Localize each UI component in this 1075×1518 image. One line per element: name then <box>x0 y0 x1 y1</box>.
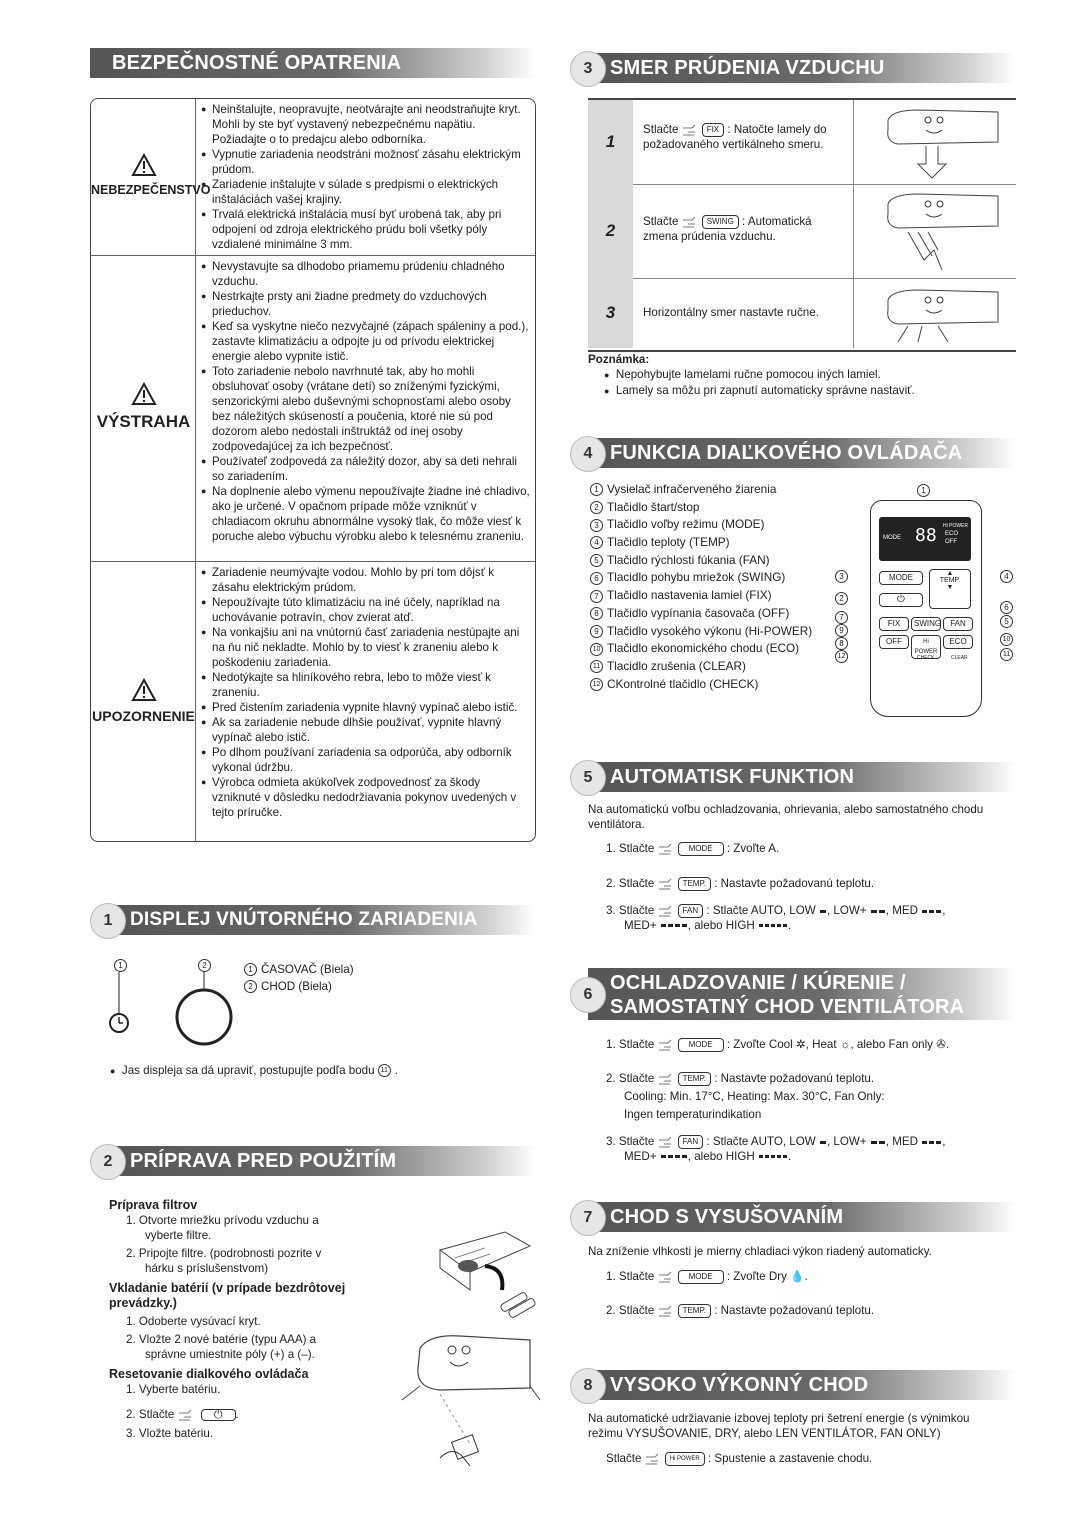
press-hand-icon <box>682 215 702 229</box>
vertical-airflow-illustration <box>878 106 1008 180</box>
swing-airflow-illustration <box>878 190 1008 274</box>
text-label: 6 <box>590 572 603 585</box>
text-label: hárku s príslušenstvom) <box>145 1262 269 1275</box>
list-item: ● Trvalá elektrická inštalácia musí byť urobená tak, aby pri odpojení od zdroja elektrického prúdu boli všetky póly vzdialené minimálne 3 mm. <box>201 207 531 252</box>
s2-number: 2 <box>90 1144 126 1180</box>
list-item: ● Toto zariadenie nebolo navrhnuté tak, aby ho mohli obsluhovať osoby (vrátane detí) so zníženými fyzickými, senzorickými alebo duševnými schopnosťami alebo osoby bez náležitých skúseností a poučenia, ktoré nie sú pod dozorom alebo nedostali inštruktáž od inej osoby zodpovedajúcej za ich bezpečnosť. <box>201 364 531 454</box>
text-label: , alebo HIGH <box>687 919 755 932</box>
s1-title: DISPLEJ VNÚTORNÉHO ZARIADENIA <box>130 909 478 930</box>
danger-label <box>91 153 211 197</box>
text-label: 5 <box>590 554 603 567</box>
cool-icon: ✲ <box>795 1038 806 1051</box>
text-label: 4 <box>590 536 603 549</box>
list-item: ● Na doplnenie alebo výmenu nepoužívajte žiadne iné chladivo, ako je určené. V opačnom prípade môže vzniknúť v chladiacom okruhu abnormálne vysoký tlak, čo môže viesť k poruche alebo výbuchu výrobku alebo k telesnému zraneniu. <box>201 484 531 544</box>
list-item: ● Neinštalujte, neopravujte, neotvárajte ani neodstraňujte kryt. Mohli by ste byť vystavený nebezpečnému napätiu. Požiadajte o to predajcu alebo odborníka. <box>201 102 531 147</box>
text-label: 1. Stlačte <box>606 1038 655 1051</box>
press-hand-icon <box>658 904 678 918</box>
press-hand-icon <box>658 877 678 891</box>
s5-intro: Na automatickú voľbu ochladzovania, ohrievania, alebo samostatného chodu ventilátora. <box>588 803 984 831</box>
text-label: 10 <box>590 643 603 656</box>
text-label: Nepohybujte lamelami ručne pomocou iných lamiel. <box>615 368 881 381</box>
text-label: režimu VYSUŠOVANIE, DRY, alebo LEN VENTILÁTOR, FAN ONLY) <box>588 1427 941 1440</box>
remote-callout: 2 <box>835 592 848 605</box>
text-label: 9 <box>590 625 603 638</box>
table-row <box>588 100 1016 185</box>
remote-callout: 4 <box>1000 570 1013 583</box>
s3-note: Poznámka: ● Nepohybujte lamelami ručne pomocou iných lamiel. ● Lamely sa môžu pri zapnutí automaticky správne nastaviť. <box>588 353 915 397</box>
text-label: 1. Otvorte mriežku prívodu vzduchu a <box>126 1214 319 1227</box>
battery-illustration <box>400 1328 540 1468</box>
list-item <box>590 677 812 695</box>
off-timer-button[interactable]: OFF <box>879 635 909 649</box>
table-row <box>588 184 1016 279</box>
remote-lcd <box>879 517 971 561</box>
mode-key-icon: MODE <box>678 1038 724 1052</box>
text-label: ECO <box>945 531 959 537</box>
text-label: Tlacidlo zrušenia (CLEAR) <box>607 658 746 673</box>
s6-banner <box>588 968 1016 1020</box>
dry-icon: 💧 <box>790 1270 805 1283</box>
text-label: OFF <box>945 539 957 545</box>
list-item <box>590 570 812 588</box>
s3-number: 3 <box>570 51 606 87</box>
text-label: : Stlačte AUTO, LOW <box>706 1135 816 1149</box>
press-hand-icon <box>645 1452 665 1466</box>
remote-callout: 8 <box>835 637 848 650</box>
text-label: 3. Stlačte <box>606 1135 655 1149</box>
s5-banner <box>588 762 1016 792</box>
text-label: 1. Vyberte batériu. <box>126 1383 221 1396</box>
s3-title: SMER PRÚDENIA VZDUCHU <box>610 57 885 79</box>
text-label: ČASOVAČ (Biela) <box>261 963 354 976</box>
text-label: Jas displeja sa dá upraviť, postupujte podľa bodu <box>121 1064 375 1077</box>
remote-function-list <box>590 482 812 694</box>
text-label: Tlačidlo teploty (TEMP) <box>607 535 730 550</box>
text-label: 11 <box>378 1064 391 1077</box>
text-label: Stlačte <box>643 215 679 228</box>
s7-banner <box>588 1202 1016 1232</box>
horizontal-airflow-illustration <box>878 286 1008 344</box>
mode-key-icon: MODE <box>678 1270 724 1284</box>
text-label: , Heat <box>805 1038 837 1051</box>
list-item: ● Pred čistením zariadenia vypnite hlavný vypínač alebo istič. <box>201 700 531 715</box>
temp-key-icon: TEMP. <box>678 877 711 891</box>
text-label: MED+ <box>624 1150 657 1163</box>
temp-up-icon: ▲ <box>946 570 954 577</box>
list-item <box>590 553 812 571</box>
operation-indicator-icon <box>172 972 236 1048</box>
list-item <box>590 517 812 535</box>
text-label: : Zvoľte Cool <box>726 1038 793 1051</box>
text-label: 7 <box>590 590 603 603</box>
s6-title-line2: SAMOSTATNÝ CHOD VENTILÁTORA <box>610 996 965 1018</box>
text-label: 3. Vložte batériu. <box>126 1427 214 1440</box>
s8-title: VYSOKO VÝKONNÝ CHOD <box>610 1374 869 1396</box>
text-label: 1. Stlačte <box>606 842 655 856</box>
text-label: : Zvoľte A. <box>726 842 780 856</box>
text-label: prevádzky.) <box>109 1296 177 1310</box>
remote-callout: 11 <box>1000 648 1013 661</box>
text-label: 3 <box>590 519 603 532</box>
list-item: ● Ak sa zariadenie nebude dlhšie používať, vypnite hlavný vypínač alebo istič. <box>201 715 531 745</box>
text-label: 2. Stlačte <box>606 1304 655 1318</box>
text-label: 8 <box>590 607 603 620</box>
list-item <box>590 624 812 642</box>
press-hand-icon <box>658 1072 678 1086</box>
safety-banner <box>90 48 536 78</box>
list-item: ● Na vonkajšiu ani na vnútornú časť zariadenia nestúpajte ani na ňu nič nekladte. Mohlo by to viesť k zraneniu alebo k poškodeniu zariadenia. <box>201 625 531 670</box>
text-label: 1 <box>588 100 633 184</box>
warning-label <box>91 382 196 432</box>
remote-callout: 9 <box>835 624 848 637</box>
text-label: Tlačidlo vysokého výkonu (Hi-POWER) <box>607 623 813 638</box>
remote-callout: 10 <box>1000 633 1013 646</box>
text-label: Tlačidlo voľby režimu (MODE) <box>607 517 765 532</box>
text-label: , <box>942 1135 946 1149</box>
list-item: ● Vypnutie zariadenia neodstráni možnosť zásahu elektrickým prúdom. <box>201 147 531 177</box>
s3-banner <box>588 53 1016 83</box>
safety-title: BEZPEČNOSTNÉ OPATRENIA <box>112 52 402 74</box>
s4-banner <box>588 438 1016 468</box>
text-label: správne umiestnite póly (+) a (–). <box>145 1348 315 1361</box>
list-item: ● Nevystavujte sa dlhodobo priamemu prúdeniu chladného vzduchu. <box>201 259 531 289</box>
temp-down-icon: ▼ <box>946 584 954 591</box>
check-button[interactable]: CHECK <box>917 655 935 661</box>
text-label: CHOD (Biela) <box>261 980 332 993</box>
text-label: Stlačte <box>606 1452 642 1466</box>
swing-button[interactable]: SWING <box>911 617 941 631</box>
list-item: ● Zariadenie inštalujte v súlade s predpismi o elektrických inštaláciách vašej krajiny. <box>201 177 531 207</box>
text-label: Na automatické udržiavanie izbovej teploty pri šetrení energie (s výnimkou <box>588 1412 970 1425</box>
fan-key-icon: FAN <box>678 1135 704 1149</box>
swing-key-icon: SWING <box>702 215 739 229</box>
list-item <box>590 606 812 624</box>
press-hand-icon <box>178 1408 198 1422</box>
list-item: ● Nepoužívajte túto klimatizáciu na iné účely, napríklad na uchovávanie potravín, chov zvierat atď. <box>201 595 531 625</box>
text-label: , alebo Fan only <box>850 1038 933 1051</box>
fix-button[interactable]: FIX <box>879 617 909 631</box>
start-stop-key-icon: ⏻ <box>201 1409 236 1421</box>
text-label: 2 <box>590 501 603 514</box>
text-label: 3 <box>588 278 633 348</box>
safety-table <box>90 98 536 842</box>
s4-number: 4 <box>570 436 606 472</box>
s7-number: 7 <box>570 1200 606 1236</box>
fan-only-icon: ✇ <box>936 1038 946 1051</box>
remote-callout: 1 <box>917 484 930 497</box>
text-label: 88 <box>915 525 937 546</box>
s6-title-line1: OCHLADZOVANIE / KÚRENIE / <box>610 972 906 994</box>
list-item: ● Nestrkajte prsty ani žiadne predmety do vzduchových prieduchov. <box>201 289 531 319</box>
s8-intro <box>588 1411 970 1441</box>
text-label: . <box>945 1038 950 1051</box>
text-label: : Nastavte požadovanú teplotu. <box>714 1072 875 1086</box>
text-label: VÝSTRAHA <box>96 412 191 431</box>
list-item <box>590 641 812 659</box>
text-label: Cooling: Min. 17°C, Heating: Max. 30°C, Fan Only: <box>624 1090 885 1103</box>
text-label: : Zvoľte Dry <box>726 1270 787 1283</box>
mode-key-icon: MODE <box>678 842 724 856</box>
s2-banner <box>108 1146 536 1176</box>
text-label: 1 <box>244 963 257 976</box>
text-label: : Nastavte požadovanú teplotu. <box>714 877 875 891</box>
text-label: Tlačidlo štart/stop <box>607 499 700 514</box>
press-hand-icon <box>658 1135 678 1149</box>
warning-row <box>91 255 535 562</box>
text-label: , MED <box>885 1135 919 1149</box>
table-row <box>588 278 1016 348</box>
warning-icon <box>131 382 157 406</box>
list-item: ● Po dlhom používaní zariadenia sa odporúča, aby odborník vykonal údržbu. <box>201 745 531 775</box>
s1-number: 1 <box>90 903 126 939</box>
text-label: : Natočte lamely do požadovaného vertikálneho smeru. <box>643 123 827 151</box>
s5-number: 5 <box>570 760 606 796</box>
remote-callout: 5 <box>1000 615 1013 628</box>
start-stop-button[interactable]: ⏻ <box>879 593 923 607</box>
list-item: ● Keď sa vyskytne niečo nezvyčajné (zápach spáleniny a pod.), zastavte klimatizáciu a odpojte ju od prívodu elektrickej energie alebo vypnite istič. <box>201 319 531 364</box>
hi-power-key-icon: Hi POWER <box>665 1452 705 1466</box>
s1-legend <box>244 962 354 994</box>
s1-note: ● Jas displeja sa dá upraviť, postupujte podľa bodu 11 . <box>110 1064 399 1077</box>
s2-title: PRÍPRAVA PRED POUŽITÍM <box>130 1150 397 1172</box>
text-label: : Nastavte požadovanú teplotu. <box>714 1304 875 1318</box>
text-label: MED+ <box>624 919 657 932</box>
text-label: 2. Stlačte <box>606 1072 655 1086</box>
text-label: : Stlačte AUTO, LOW <box>706 904 816 918</box>
text-label: Tlačidlo vypínania časovača (OFF) <box>607 605 790 620</box>
text-label: Tlačidlo ekonomického chodu (ECO) <box>607 641 800 656</box>
text-label: Ingen temperaturindikation <box>624 1108 762 1121</box>
eco-button[interactable]: ECO <box>943 635 973 649</box>
text-label: : Automatická zmena prúdenia vzduchu. <box>643 215 812 243</box>
list-item <box>590 500 812 518</box>
text-label: 1 <box>590 483 603 496</box>
text-label: Príprava filtrov <box>109 1198 198 1212</box>
text-label: vyberte filtre. <box>145 1229 212 1242</box>
callout-1: 1 <box>114 959 127 972</box>
text-label: Poznámka: <box>588 353 650 366</box>
press-hand-icon <box>658 1304 678 1318</box>
s7-intro: Na zníženie vlhkosti je mierny chladiaci výkon riadený automaticky. <box>588 1245 932 1258</box>
press-hand-icon <box>658 842 678 856</box>
text-label: : Spustenie a zastavenie chodu. <box>707 1452 873 1466</box>
s1-banner <box>108 905 536 935</box>
danger-row <box>91 99 535 255</box>
press-hand-icon <box>658 1038 678 1052</box>
text-label: NEBEZPEČENSTVO <box>91 183 211 197</box>
text-label: 3. Stlačte <box>606 904 655 918</box>
warning-icon <box>131 678 157 702</box>
text-label: , alebo HIGH <box>687 1150 755 1163</box>
s8-number: 8 <box>570 1368 606 1404</box>
text-label: 2. Vložte 2 nové batérie (typu AAA) a <box>126 1333 317 1346</box>
text-label: Hi POWER <box>943 523 968 529</box>
heat-icon: ☼ <box>839 1038 851 1051</box>
hi-power-button[interactable]: Hi POWER <box>911 635 941 659</box>
caution-row <box>91 561 535 842</box>
text-label: . <box>788 919 792 932</box>
remote-callout: 6 <box>1000 601 1013 614</box>
timer-indicator-icon <box>108 972 138 1036</box>
s6-number: 6 <box>570 977 606 1013</box>
list-item <box>590 482 812 500</box>
text-label: , LOW+ <box>826 1135 867 1149</box>
text-label: , MED <box>885 904 919 918</box>
text-label: Tlacidlo pohybu mriežok (SWING) <box>607 570 786 585</box>
text-label: Stlačte <box>643 123 679 136</box>
caution-label <box>91 678 196 724</box>
callout-2: 2 <box>198 959 211 972</box>
remote-control-illustration <box>870 500 982 717</box>
text-label: UPOZORNENIE <box>92 708 195 724</box>
press-hand-icon <box>658 1270 678 1284</box>
text-label: , LOW+ <box>826 904 867 918</box>
text-label: 1. Odoberte vysúvací kryt. <box>126 1315 261 1328</box>
list-item: ● Výrobca odmieta akúkoľvek zodpovednosť za škody vzniknuté v dôsledku nedodržiavania pokynov uvedených v tejto príručke. <box>201 775 531 820</box>
fan-key-icon: FAN <box>678 904 704 918</box>
text-label: MODE <box>883 535 901 541</box>
list-item <box>590 659 812 677</box>
clear-button[interactable]: CLEAR <box>951 655 968 661</box>
temp-key-icon: TEMP. <box>678 1304 711 1318</box>
text-label: 2 <box>244 980 257 993</box>
text-label: Tlačidlo rýchlosti fúkania (FAN) <box>607 552 770 567</box>
danger-list <box>201 102 531 252</box>
s2-text: Príprava filtrov 1. Otvorte mriežku prívodu vzduchu a vyberte filtre. 2. Pripojte filtre. (podrobnosti pozrite v hárku s príslušenstvom) Vkladanie batérií (v prípade bezdrôtovej prevádzky.) 1. Odoberte vysúvací kryt. 2. Vložte 2 nové batérie (typu AAA) a správne umiestnite póly (+) a (–). Resetovanie dialkového ovládača 1. Vyberte batériu. 2. Stlačte ⏻ . 3. Vložte batériu. <box>109 1198 429 1441</box>
text-label: 12 <box>590 678 603 691</box>
text-label: TEMP. <box>939 577 961 584</box>
text-label: 1. Stlačte <box>606 1270 655 1283</box>
remote-callout: 12 <box>835 650 848 663</box>
text-label: Lamely sa môžu pri zapnutí automaticky správne nastaviť. <box>615 384 915 397</box>
text-label: Resetovanie dialkového ovládača <box>109 1367 309 1381</box>
list-item: ● Zariadenie neumývajte vodou. Mohlo by pri tom dôjsť k zásahu elektrickým prúdom. <box>201 565 531 595</box>
fix-key-icon: FIX <box>702 123 724 137</box>
remote-callout: 3 <box>835 570 848 583</box>
warning-icon <box>131 153 157 177</box>
text-label: 2. Stlačte <box>126 1408 175 1421</box>
list-item <box>590 588 812 606</box>
text-label: 2 <box>588 184 633 278</box>
s5-title: AUTOMATISK FUNKTION <box>610 766 855 788</box>
mode-button[interactable]: MODE <box>879 571 923 585</box>
text-label: Tlačidlo nastavenia lamiel (FIX) <box>607 588 772 603</box>
text-label: , <box>942 904 946 918</box>
filter-illustration <box>430 1228 540 1318</box>
text-label: 11 <box>590 660 603 673</box>
temp-key-icon: TEMP. <box>678 1072 711 1086</box>
remote-callout: 7 <box>835 611 848 624</box>
list-item: ● Používateľ zodpovedá za náležitý dozor, aby sa deti nehrali so zariadením. <box>201 454 531 484</box>
text-label: Horizontálny smer nastavte ručne. <box>643 306 819 319</box>
text-label: Vkladanie batérií (v prípade bezdrôtovej <box>109 1281 346 1295</box>
temp-button[interactable] <box>929 569 971 609</box>
text-label: . <box>788 1150 792 1163</box>
list-item <box>590 535 812 553</box>
text-label: 2. Pripojte filtre. (podrobnosti pozrite v <box>126 1247 322 1260</box>
text-label: 2. Stlačte <box>606 877 655 891</box>
airflow-table <box>588 98 1016 352</box>
s4-title: FUNKCIA DIAĽKOVÉHO OVLÁDAČA <box>610 442 963 464</box>
s8-banner <box>588 1370 1016 1400</box>
fan-button[interactable]: FAN <box>943 617 973 631</box>
text-label: . <box>804 1270 808 1283</box>
press-hand-icon <box>682 123 702 137</box>
text-label: Vysielač infračerveného žiarenia <box>607 482 777 496</box>
s7-title: CHOD S VYSUŠOVANÍM <box>610 1206 844 1228</box>
warning-list <box>201 259 531 544</box>
caution-list <box>201 565 531 820</box>
list-item: ● Nedotýkajte sa hliníkového rebra, lebo to môže viesť k zraneniu. <box>201 670 531 700</box>
text-label: CKontrolné tlačidlo (CHECK) <box>607 676 759 691</box>
